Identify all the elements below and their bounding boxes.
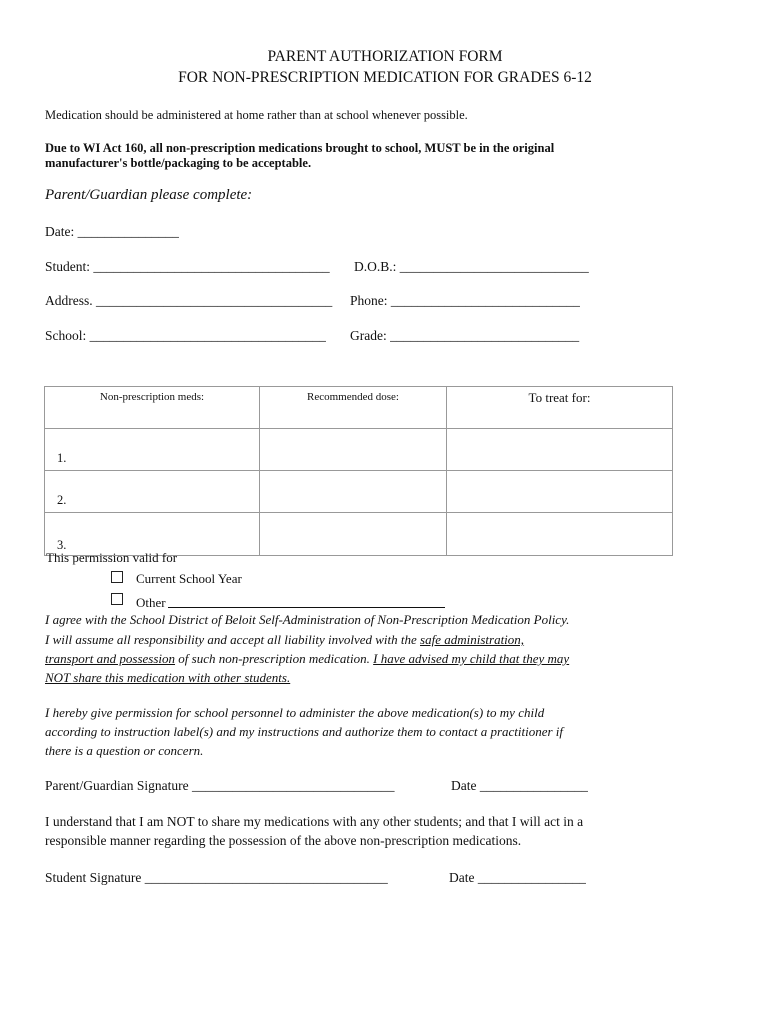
header-dose: Recommended dose: (260, 387, 447, 429)
table-header-row (45, 387, 673, 429)
row-number: 2. (57, 493, 67, 507)
current-year-checkbox[interactable] (111, 571, 123, 583)
treat-cell-3[interactable] (447, 513, 673, 556)
notice-line1: Due to WI Act 160, all non-prescription medications brought to school, MUST be in the original (45, 141, 555, 155)
agreement-line2-text: I will assume all responsibility and accept all liability involved with the (45, 632, 421, 647)
header-meds: Non-prescription meds: (45, 387, 260, 429)
table-row (45, 471, 673, 513)
treat-cell-1[interactable] (447, 429, 673, 471)
row-number: 3. (57, 538, 67, 552)
permission-statement-line1: I hereby give permission for school personnel to administer the above medication(s) to my child (45, 705, 545, 720)
med-cell-1[interactable] (45, 429, 260, 471)
agreement-line3-text: of such non-prescription medication. (175, 651, 374, 666)
notice-line2: manufacturer's bottle/packaging to be acceptable. (45, 156, 312, 170)
dose-cell-1[interactable] (260, 429, 447, 471)
transport-possession-text: transport and possession (45, 651, 176, 666)
agreement-line2 (45, 632, 524, 648)
grade-field[interactable]: Grade: ____________________________ (350, 328, 580, 343)
header-treat-for: To treat for: (447, 387, 673, 429)
med-cell-2[interactable] (45, 471, 260, 513)
agreement-line1: I agree with the School District of Beloit Self-Administration of Non-Prescription Medication Policy. (45, 612, 570, 627)
student-statement-line1: I understand that I am NOT to share my medications with any other students; and that I will act in a (45, 814, 584, 829)
other-label: Other (136, 595, 166, 610)
permission-label: This permission valid for (46, 550, 178, 565)
form-title-line2: FOR NON-PRESCRIPTION MEDICATION FOR GRADES 6-12 (178, 69, 592, 86)
phone-field[interactable]: Phone: ____________________________ (350, 293, 580, 308)
treat-cell-2[interactable] (447, 471, 673, 513)
current-year-label: Current School Year (136, 571, 242, 586)
form-title-line1: PARENT AUTHORIZATION FORM (267, 48, 503, 65)
student-date-field[interactable]: Date ________________ (449, 870, 586, 885)
student-signature-field[interactable]: Student Signature ____________________________________ (45, 870, 388, 885)
dob-field[interactable]: D.O.B.: ____________________________ (354, 259, 589, 274)
other-checkbox[interactable] (111, 593, 123, 605)
address-field[interactable]: Address. ___________________________________ (45, 293, 333, 308)
student-statement-line2: responsible manner regarding the possession of the above non-prescription medications. (45, 833, 522, 848)
safe-administration-text: safe administration, (420, 632, 525, 647)
guardian-prompt: Parent/Guardian please complete: (45, 187, 253, 203)
school-field[interactable]: School: ___________________________________ (45, 328, 326, 343)
dose-cell-3[interactable] (260, 513, 447, 556)
row-number: 1. (57, 451, 67, 465)
permission-statement-line3: there is a question or concern. (45, 743, 204, 758)
guardian-signature-field[interactable]: Parent/Guardian Signature ______________________________ (45, 778, 395, 793)
advised-child-text: I have advised my child that they may (373, 651, 570, 666)
medication-table (44, 386, 673, 556)
date-field[interactable]: Date: _______________ (45, 224, 179, 239)
table-row (45, 429, 673, 471)
agreement-line4: NOT share this medication with other students. (45, 670, 291, 685)
student-field[interactable]: Student: ___________________________________ (45, 259, 330, 274)
intro-text: Medication should be administered at home rather than at school whenever possible. (45, 108, 468, 122)
other-input-line[interactable] (168, 607, 445, 608)
guardian-date-field[interactable]: Date ________________ (451, 778, 588, 793)
agreement-line3 (45, 651, 569, 667)
permission-statement-line2: according to instruction label(s) and my instructions and authorize them to contact a practitioner if (45, 724, 564, 739)
dose-cell-2[interactable] (260, 471, 447, 513)
